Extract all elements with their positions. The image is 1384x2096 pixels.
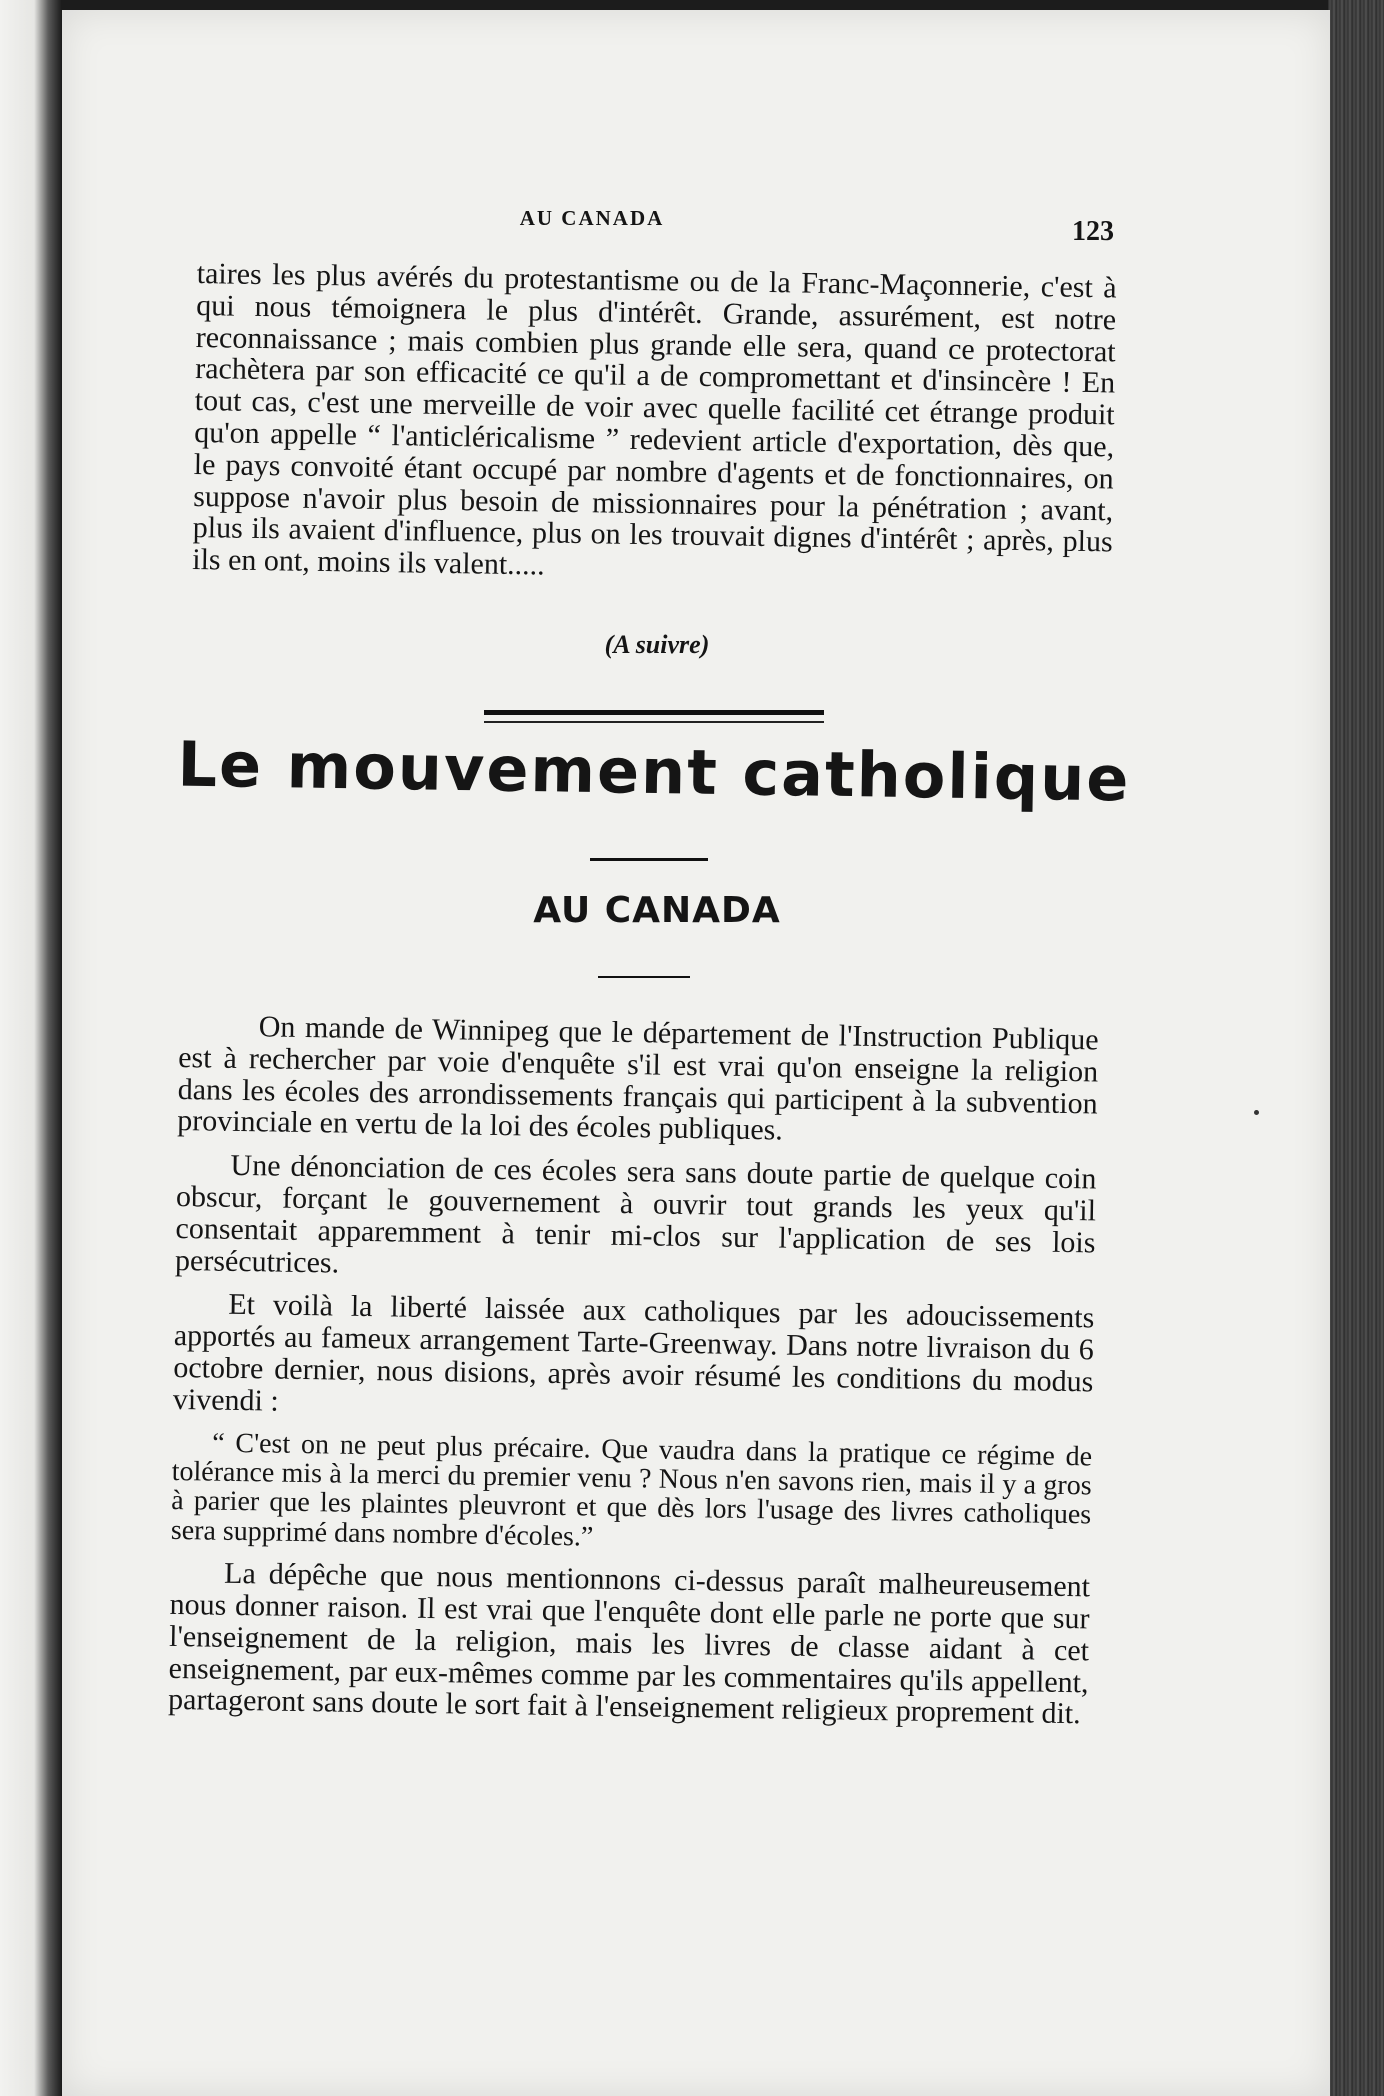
article-paragraph-3: Et voilà la liberté laissée aux catholiques par les adoucissements apportés au fameux arrangement Tarte-Greenway. Dans notre livraison du 6 octobre dernier, nous disions, après avoir résumé les conditions du modus vivendi : <box>172 1288 1095 1418</box>
book-page-edges <box>1328 0 1384 2096</box>
article-paragraph-1: On mande de Winnipeg que le département de l'Instruction Publique est à rechercher par voie d'enquête s'il est vrai qu'on enseigne la religion dans les écoles des arrondissements français qui participent à la subvention provinciale en vertu de la loi des écoles publiques. <box>176 1010 1099 1147</box>
page-number: 123 <box>1072 216 1114 247</box>
divider-thin-line <box>484 721 824 723</box>
title-underline-rule <box>590 858 708 861</box>
article-title: Le mouvement catholique <box>176 727 1132 816</box>
article-paragraph-2: Une dénonciation de ces écoles sera sans doute partie de quelque coin obscur, forçant le gouvernement à ouvrir tout grands les yeux qu'il consentait apparemment à tenir mi-clos sur l'application de ses lois persécutrices. <box>174 1149 1097 1280</box>
book-page <box>62 10 1330 2096</box>
subtitle-underline-rule <box>598 976 690 978</box>
section-divider-double-rule <box>484 710 824 724</box>
article-body <box>168 1010 1099 1730</box>
article-subtitle: AU CANADA <box>533 890 781 931</box>
continued-text-block <box>191 258 1116 624</box>
book-binding-left <box>0 0 62 2096</box>
ink-speck <box>1254 1110 1259 1115</box>
divider-thick-line <box>484 710 824 715</box>
running-head: AU CANADA <box>519 206 665 230</box>
article-paragraph-5: La dépêche que nous mentionnons ci-dessus paraît malheureusement nous donner raison. Il est vrai que l'enquête dont elle parle ne porte que sur l'enseignement de la religion, mais les livres de classe aidant à cet enseignement, par eux-mêmes comme par les commentaires qu'ils appellent, partageront sans doute le sort fait à l'enseignement religieux proprement dit. <box>167 1556 1091 1731</box>
continued-paragraph: taires les plus avérés du protestantisme ou de la Franc-Maçonnerie, c'est à qui nous témoignera le plus d'intérêt. Grande, assurément, est notre reconnaissance ; mais combien plus grande elle sera, quand ce protectorat rachètera par son efficacité ce qu'il a de compromettant et d'insincère ! En tout cas, c'est une merveille de voir avec quelle facilité cet étrange produit qu'on appelle “ l'anticléricalisme ” redevient article d'exportation, dès que, le pays convoité étant occupé par nombre d'agents et de fonctionnaires, on suppose n'avoir plus besoin de missionnaires pour la pénétration ; avant, plus ils avaient d'influence, plus on les trouvait dignes d'intérêt ; après, plus ils en ont, moins ils valent..... <box>192 257 1117 582</box>
article-quote: “ C'est on ne peut plus précaire. Que vaudra dans la pratique ce régime de tolérance mis à la merci du premier venu ? Nous n'en savons rien, mais il y a gros à parier que les plaintes pleuvront et que dès lors l'usage des livres catholiques sera supprimé dans nombre d'écoles.” <box>170 1427 1093 1553</box>
to-be-continued-note: (A suivre) <box>604 630 710 659</box>
